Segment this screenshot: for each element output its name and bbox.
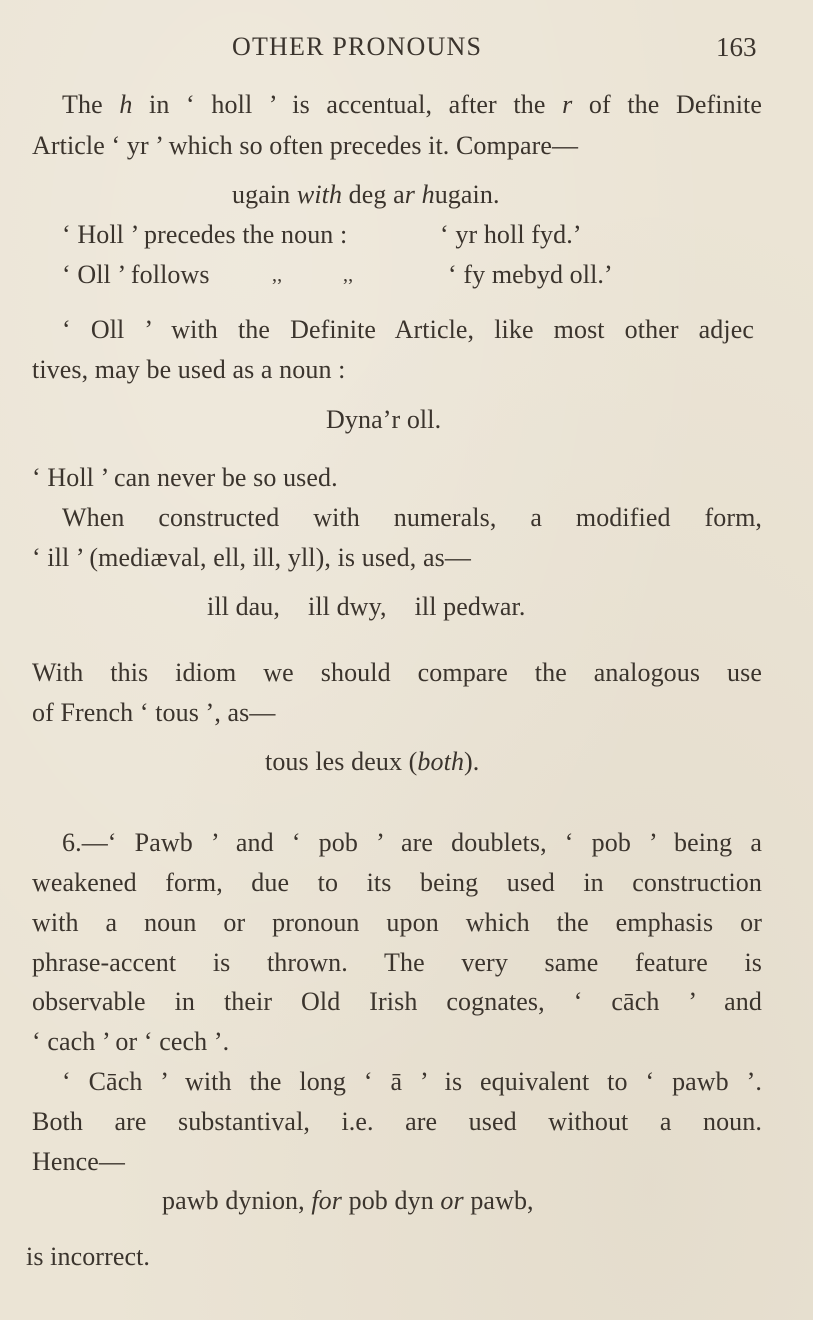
paragraph-line xyxy=(62,90,762,120)
paragraph-line: ‘ Cāch ’ with the long ‘ ā ’ is equivalent to ‘ pawb ’. xyxy=(62,1067,762,1096)
text-run: pawb, xyxy=(463,1186,534,1215)
paragraph-line: is incorrect. xyxy=(26,1242,151,1271)
paragraph-line: When constructed with numerals, a modified form, xyxy=(62,503,762,532)
text-run: of the Definite xyxy=(572,90,762,119)
paragraph-line: phrase-accent is thrown. The very same feature is xyxy=(32,948,762,977)
text-run: deg a xyxy=(342,180,405,209)
text-run: tous les deux ( xyxy=(265,747,418,776)
italic-letter: r xyxy=(404,180,415,209)
text-run: ill dau, xyxy=(207,592,281,621)
paragraph-line: ‘ Oll ’ with the Definite Article, like most other adjec xyxy=(62,315,754,344)
italic-letter: h xyxy=(421,180,435,209)
paragraph-line: With this idiom we should compare the analogous use xyxy=(32,658,762,687)
italic-word: with xyxy=(296,180,343,209)
paragraph-line: Both are substantival, i.e. are used without a noun. xyxy=(32,1107,762,1136)
running-header: OTHER PRONOUNS xyxy=(232,32,483,61)
example-line xyxy=(207,592,525,622)
text-run: ugain. xyxy=(434,180,500,209)
text-run: ugain xyxy=(232,180,297,209)
italic-word: for xyxy=(311,1186,342,1215)
paragraph-line: with a noun or pronoun upon which the emphasis or xyxy=(32,908,762,937)
page-number: 163 xyxy=(716,32,757,62)
precedes-label: ‘ Holl ’ precedes the noun : xyxy=(62,220,348,249)
paragraph-line: 6.—‘ Pawb ’ and ‘ pob ’ are doublets, ‘ pob ’ being a xyxy=(62,828,762,857)
text-run: The xyxy=(62,90,120,119)
paragraph-line: of French ‘ tous ’, as— xyxy=(32,698,276,727)
ditto-mark: ,, xyxy=(272,264,283,286)
precedes-example: ‘ yr holl fyd.’ xyxy=(440,220,582,249)
example-line xyxy=(162,1186,534,1216)
italic-letter: r xyxy=(562,90,573,119)
follows-example: ‘ fy mebyd oll.’ xyxy=(448,260,613,289)
text-run: ill pedwar. xyxy=(414,592,526,621)
text-run: in ‘ holl ’ is accentual, after the xyxy=(132,90,563,119)
paragraph-line: ‘ ill ’ (mediæval, ell, ill, yll), is used, as— xyxy=(32,543,471,572)
paragraph-line: Hence— xyxy=(32,1147,125,1176)
text-run: pob dyn xyxy=(342,1186,441,1215)
text-run xyxy=(415,180,422,209)
text-run: ill dwy, xyxy=(308,592,387,621)
ditto-mark: ,, xyxy=(343,264,354,286)
text-run: ). xyxy=(464,747,480,776)
paragraph-line: observable in their Old Irish cognates, ‘ cāch ’ and xyxy=(32,987,762,1016)
paragraph-line: weakened form, due to its being used in construction xyxy=(32,868,762,897)
paragraph-line: ‘ Holl ’ can never be so used. xyxy=(32,463,338,492)
italic-word: both xyxy=(417,747,465,776)
paragraph-line: Article ‘ yr ’ which so often precedes it. Compare— xyxy=(32,131,579,160)
paragraph-line: tives, may be used as a noun : xyxy=(32,355,346,384)
italic-word: or xyxy=(440,1186,464,1215)
text-run: pawb dynion, xyxy=(162,1186,312,1215)
example-line: Dyna’r oll. xyxy=(326,405,442,434)
example-line xyxy=(232,180,500,210)
follows-label: ‘ Oll ’ follows xyxy=(62,260,210,289)
italic-letter: h xyxy=(119,90,133,119)
paragraph-line: ‘ cach ’ or ‘ cech ’. xyxy=(32,1027,230,1056)
example-line xyxy=(265,747,479,777)
